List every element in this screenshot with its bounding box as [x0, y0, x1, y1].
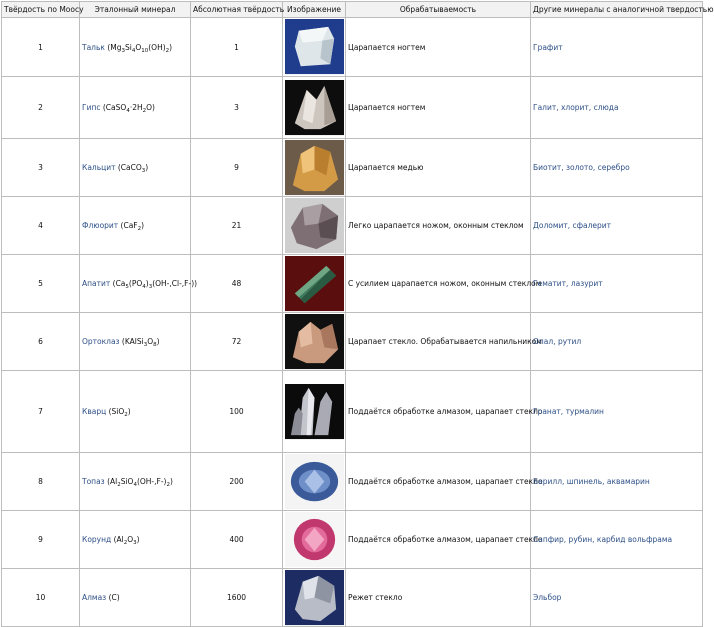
mineral-cell: [80, 371, 191, 453]
mineral-link[interactable]: Ортоклаз: [82, 337, 120, 347]
table-row: [2, 197, 703, 255]
table-row: [2, 569, 703, 627]
header-image: Изображение: [283, 2, 346, 18]
mineral-formula: $(Mg_3Si_4O_{10}(OH)_2)$: [107, 42, 173, 54]
mineral-formula: $(KAlSi_3O_8)$: [121, 337, 160, 349]
mineral-link[interactable]: Флюорит: [82, 221, 119, 231]
similar-minerals-cell: [531, 255, 703, 313]
similar-minerals-cell: [531, 77, 703, 139]
mohs-value: 4: [2, 197, 80, 255]
orthoclase-crystal-icon[interactable]: [285, 314, 344, 369]
similar-minerals-link[interactable]: Эльбор: [533, 593, 562, 603]
workability-text: Царапает стекло. Обрабатывается напильником: [346, 313, 531, 371]
mineral-cell: [80, 18, 191, 77]
image-cell: [283, 313, 346, 371]
absolute-hardness: 1: [191, 18, 283, 77]
similar-minerals-cell: [531, 313, 703, 371]
mineral-formula: (C): [108, 593, 120, 603]
mineral-link[interactable]: Корунд: [82, 535, 112, 545]
absolute-hardness: 200: [191, 453, 283, 511]
similar-minerals-link[interactable]: Биотит, золото, серебро: [533, 163, 630, 173]
workability-text: Царапается ногтем: [346, 77, 531, 139]
similar-minerals-cell: [531, 511, 703, 569]
image-cell: [283, 453, 346, 511]
mineral-link[interactable]: Гипс: [82, 103, 101, 112]
mineral-formula: (CaCO$_3$): [117, 163, 149, 175]
table-row: [2, 139, 703, 197]
absolute-hardness: 400: [191, 511, 283, 569]
mineral-link[interactable]: Тальк: [82, 42, 105, 52]
absolute-hardness: 48: [191, 255, 283, 313]
mineral-cell: [80, 453, 191, 511]
workability-text: Режет стекло: [346, 569, 531, 627]
mineral-link[interactable]: Апатит: [82, 279, 111, 289]
similar-minerals-cell: [531, 139, 703, 197]
mineral-formula: $(Al_2O_3)$: [113, 535, 140, 547]
mineral-cell: [80, 313, 191, 371]
workability-text: С усилием царапается ножом, оконным стеклом: [346, 255, 531, 313]
similar-minerals-link[interactable]: Берилл, шпинель, аквамарин: [533, 477, 650, 487]
similar-minerals-link[interactable]: Доломит, сфалерит: [533, 221, 612, 231]
similar-minerals-cell: [531, 18, 703, 77]
mineral-formula: (CaF$_2$): [120, 221, 145, 233]
mineral-formula: (SiO$_2$): [108, 407, 131, 419]
image-cell: [283, 511, 346, 569]
absolute-hardness: 1600: [191, 569, 283, 627]
table-row: [2, 255, 703, 313]
similar-minerals-link[interactable]: Гранат, турмалин: [533, 407, 604, 417]
workability-text: Царапается ногтем: [346, 18, 531, 77]
mineral-formula: $(CaSO_4\cdot 2H_2O)$: [102, 103, 155, 114]
similar-minerals-cell: [531, 197, 703, 255]
corundum-gem-icon[interactable]: [285, 512, 344, 567]
mohs-value: 3: [2, 139, 80, 197]
image-cell: [283, 77, 346, 139]
image-cell: [283, 139, 346, 197]
table-row: [2, 371, 703, 453]
mineral-link[interactable]: Топаз: [82, 477, 105, 487]
mineral-link[interactable]: Кальцит: [82, 163, 116, 173]
table-row: [2, 511, 703, 569]
image-cell: [283, 197, 346, 255]
quartz-crystal-icon[interactable]: [285, 384, 344, 439]
mineral-formula: $(Ca_5(PO_4)_3(OH-,Cl-,F-))$: [112, 279, 198, 291]
mohs-value: 9: [2, 511, 80, 569]
talc-crystal-icon[interactable]: [285, 19, 344, 74]
mineral-cell: [80, 511, 191, 569]
image-cell: [283, 255, 346, 313]
header-mineral: Эталонный минерал: [80, 2, 191, 18]
mineral-cell: [80, 569, 191, 627]
mineral-cell: [80, 255, 198, 313]
similar-minerals-link[interactable]: Графит: [533, 42, 563, 52]
mineral-link[interactable]: Алмаз: [82, 593, 107, 603]
absolute-hardness: 9: [191, 139, 283, 197]
topaz-gem-icon[interactable]: [285, 454, 344, 509]
workability-text: Поддаётся обработке алмазом, царапает стекло: [346, 511, 531, 569]
workability-text: Царапается медью: [346, 139, 531, 197]
mineral-cell: [80, 197, 191, 255]
table-row: [2, 77, 703, 139]
absolute-hardness: 72: [191, 313, 283, 371]
header-workability: Обрабатываемость: [346, 2, 531, 18]
mineral-formula: $(Al_2SiO_4(OH-,F-)_2)$: [107, 477, 173, 489]
image-cell: [283, 371, 346, 453]
table-row: [2, 313, 703, 371]
header-row: [2, 2, 703, 18]
mineral-link[interactable]: Кварц: [82, 407, 107, 417]
image-cell: [283, 18, 346, 77]
mineral-cell: [80, 139, 191, 197]
header-mohs: Твёрдость по Моосу: [2, 2, 80, 18]
similar-minerals-cell: [531, 371, 703, 453]
calcite-crystal-icon[interactable]: [285, 140, 344, 195]
mohs-hardness-table: [1, 1, 714, 627]
image-cell: [283, 569, 346, 627]
mohs-value: 2: [2, 77, 80, 139]
absolute-hardness: 3: [191, 77, 283, 139]
diamond-crystal-icon[interactable]: [285, 570, 344, 625]
similar-minerals-link[interactable]: Сапфир, рубин, карбид вольфрама: [533, 535, 673, 545]
table-row: [2, 453, 703, 511]
table-row: [2, 18, 703, 77]
header-others: Другие минералы с аналогичной твердостью: [531, 2, 703, 18]
fluorite-crystal-icon[interactable]: [285, 198, 344, 253]
mohs-value: 6: [2, 313, 80, 371]
mineral-cell: [80, 77, 191, 139]
similar-minerals-link[interactable]: Галит, хлорит, слюда: [533, 103, 619, 112]
mohs-value: 10: [2, 569, 80, 627]
mohs-value: 7: [2, 371, 80, 453]
similar-minerals-cell: [531, 569, 703, 627]
absolute-hardness: 21: [191, 197, 283, 255]
apatite-crystal-icon[interactable]: [285, 256, 344, 311]
header-absolute: Абсолютная твёрдость: [191, 2, 283, 18]
workability-text: Поддаётся обработке алмазом, царапает стекло: [346, 453, 531, 511]
similar-minerals-cell: [531, 453, 703, 511]
workability-text: Поддаётся обработке алмазом, царапает стекло: [346, 371, 531, 453]
mohs-value: 5: [2, 255, 80, 313]
similar-minerals-link[interactable]: Гематит, лазурит: [533, 279, 603, 289]
gypsum-crystal-icon[interactable]: [285, 80, 344, 135]
workability-text: Легко царапается ножом, оконным стеклом: [346, 197, 531, 255]
absolute-hardness: 100: [191, 371, 283, 453]
similar-minerals-link[interactable]: Опал, рутил: [533, 337, 582, 347]
mohs-value: 1: [2, 18, 80, 77]
mohs-value: 8: [2, 453, 80, 511]
